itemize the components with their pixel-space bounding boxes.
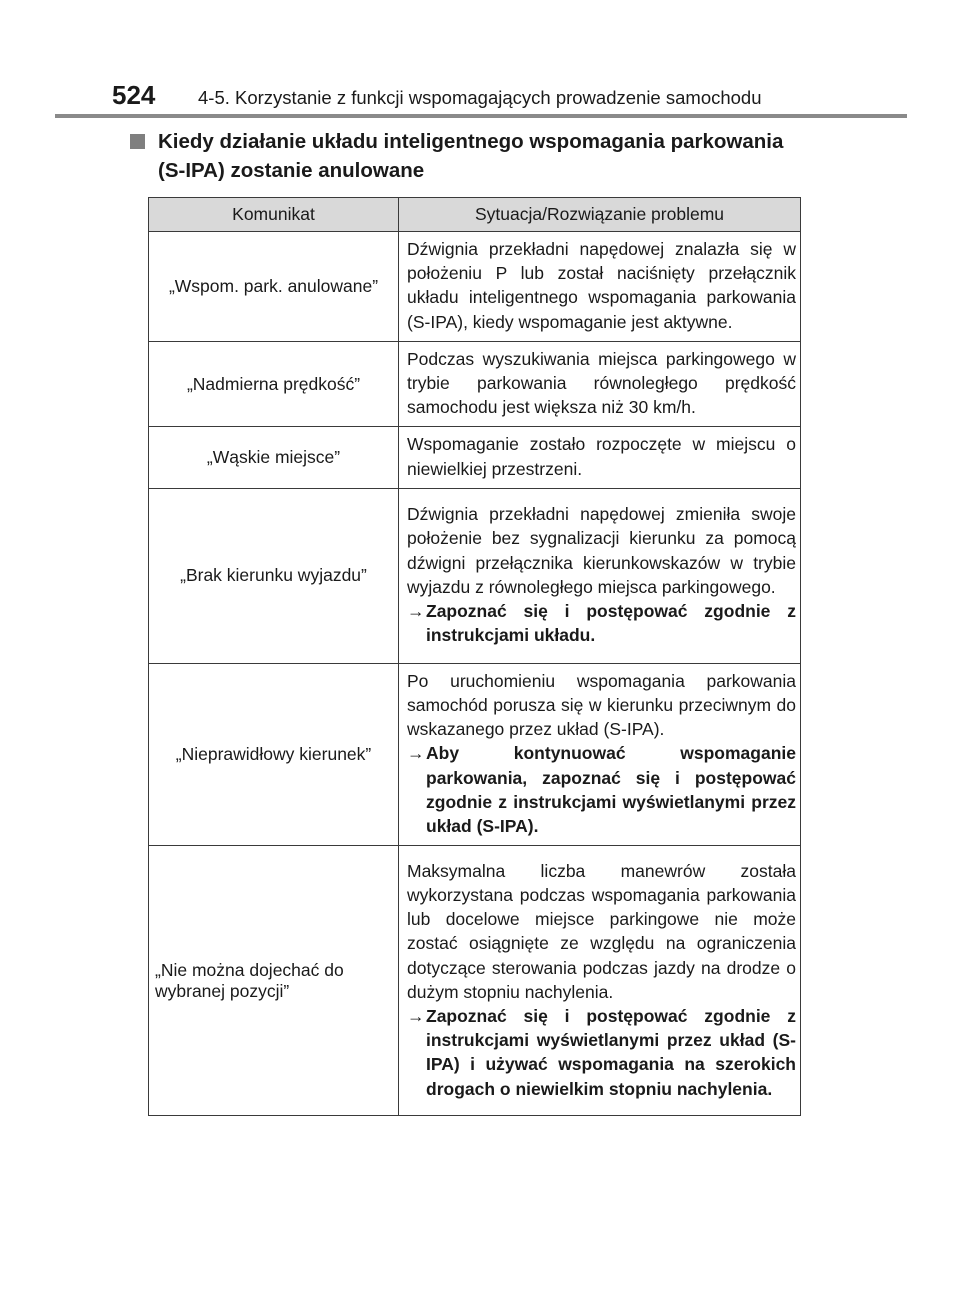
action-line — [407, 1004, 796, 1101]
solution-text: Maksymalna liczba manewrów została wykorzystana podczas wspomagania parkowania lub docelowe miejsce parkingowe nie może zostać osiągnięte ze względu na ograniczenia dotyczące sterowania podczas jazdy na drodze o dużym stopniu nachylenia. — [407, 860, 796, 1002]
solution-text: Podczas wyszukiwania miejsca parkingowego w trybie parkowania równoległego prędkość samochodu jest większa niż 30 km/h. — [407, 348, 796, 418]
action-line — [407, 741, 796, 838]
solution-text: Wspomaganie zostało rozpoczęte w miejscu o niewielkiej przestrzeni. — [407, 434, 796, 479]
chapter-title: 4-5. Korzystanie z funkcji wspomagających prowadzenie samochodu — [198, 87, 762, 108]
arrow-right-icon: → — [407, 601, 425, 622]
message-table — [148, 197, 801, 1116]
table-row — [149, 427, 801, 488]
header-rule — [55, 114, 907, 118]
message-cell: „Brak kierunku wyjazdu” — [149, 488, 399, 663]
table-header-row — [149, 198, 801, 232]
solution-cell — [399, 232, 801, 342]
message-cell: „Nie można dojechać do wybranej pozycji” — [149, 846, 399, 1116]
square-bullet-icon — [130, 134, 145, 149]
table-row — [149, 232, 801, 342]
solution-cell — [399, 427, 801, 488]
section-heading — [130, 127, 810, 185]
solution-text: Po uruchomieniu wspomagania parkowania samochód porusza się w kierunku przeciwnym do wskazanego przez układ (S-IPA). — [407, 670, 796, 740]
solution-cell — [399, 341, 801, 427]
action-text: Aby kontynuować wspomaganie parkowania, zapoznać się i postępować zgodnie z instrukcjami wyświetlanymi przez układ (S-IPA). — [426, 743, 796, 837]
message-cell: „Wąskie miejsce” — [149, 427, 399, 488]
message-cell: „Nadmierna prędkość” — [149, 341, 399, 427]
page-number: 524 — [112, 80, 156, 110]
arrow-right-icon: → — [407, 1005, 425, 1026]
arrow-right-icon: → — [407, 743, 425, 764]
solution-cell — [399, 488, 801, 663]
message-cell: „Wspom. park. anulowane” — [149, 232, 399, 342]
solution-cell — [399, 663, 801, 845]
action-line — [407, 599, 796, 647]
table-row — [149, 341, 801, 427]
table-row — [149, 488, 801, 663]
table-row — [149, 846, 801, 1116]
column-header-solution: Sytuacja/Rozwiązanie problemu — [399, 198, 801, 232]
message-cell: „Nieprawidłowy kierunek” — [149, 663, 399, 845]
solution-text: Dźwignia przekładni napędowej znalazła się w położeniu P lub został naciśnięty przełącznik układu inteligentnego wspomagania parkowania (S-IPA), kiedy wspomaganie jest aktywne. — [407, 239, 796, 332]
table-row — [149, 663, 801, 845]
page-header — [112, 80, 762, 111]
column-header-message: Komunikat — [149, 198, 399, 232]
action-text: Zapoznać się i postępować zgodnie z instrukcjami wyświetlanymi przez układ (S-IPA) i używać wspomagania na szerokich drogach o niewielkim stopniu nachylenia. — [426, 1005, 796, 1099]
section-title: Kiedy działanie układu inteligentnego wspomagania parkowania (S-IPA) zostanie anulowane — [158, 130, 784, 182]
solution-cell — [399, 846, 801, 1116]
action-text: Zapoznać się i postępować zgodnie z instrukcjami układu. — [426, 601, 796, 646]
solution-text: Dźwignia przekładni napędowej zmieniła swoje położenie bez sygnalizacji kierunku za pomocą dźwigni przełącznika kierunkowskazów w trybie wyjazdu z równoległego miejsca parkingowego. — [407, 504, 796, 597]
